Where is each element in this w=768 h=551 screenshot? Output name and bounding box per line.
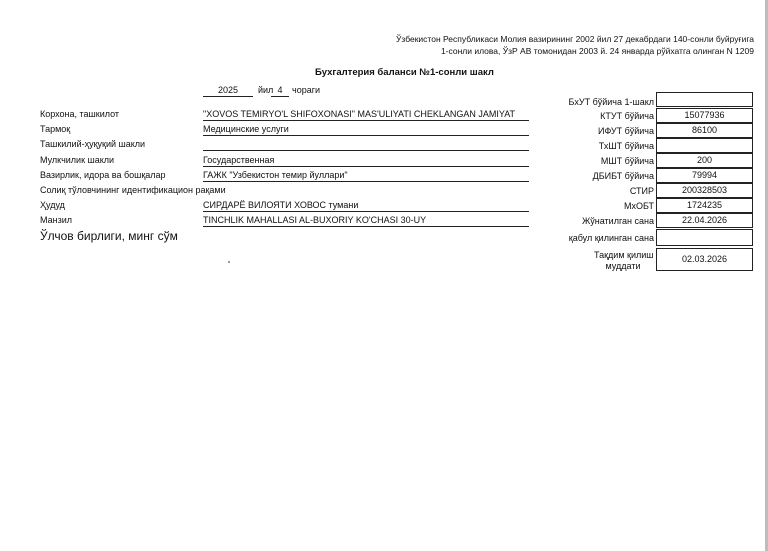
code-label-sent-date: Жўнатилган сана — [581, 216, 654, 226]
code-box-received-date — [656, 229, 753, 246]
code-label-received-date: қабул қилинган сана — [568, 233, 654, 243]
field-label-ownership: Мулкчилик шакли — [40, 155, 115, 165]
code-box-mxobt: 1724235 — [656, 198, 753, 213]
code-box-txsht — [656, 138, 753, 153]
field-label-legal-form: Ташкилий-ҳуқуқий шакли — [40, 139, 146, 149]
form-title: Бухгалтерия баланси №1-сонли шакл — [315, 67, 494, 78]
code-box-submission-date: 02.03.2026 — [656, 248, 753, 271]
field-value-ministry: ГАЖК "Узбекистон темир йуллари" — [203, 170, 529, 182]
period-quarter: 4 — [271, 85, 289, 97]
code-label-bxut: БхУТ бўйича 1-шакл — [568, 97, 654, 107]
code-label-dbibt: ДБИБТ бўйича — [592, 171, 654, 181]
scan-speck — [228, 261, 230, 263]
field-label-taxpayer-id: Солиқ тўловчининг идентификацион рақами — [40, 185, 226, 195]
field-value-legal-form — [203, 139, 529, 151]
code-label-stir: СТИР — [629, 186, 654, 196]
field-label-address: Манзил — [40, 215, 72, 225]
code-label-ifut: ИФУТ бўйича — [597, 126, 654, 136]
period-year: 2025 — [203, 85, 253, 97]
regulation-line-2: 1-сонли илова, ЎзР АВ томонидан 2003 й. 24 январда рўйхатга олинган N 1209 — [440, 46, 754, 56]
code-label-txsht: ТхШТ бўйича — [598, 141, 654, 151]
submission-label-line-2: муддати — [605, 261, 641, 271]
field-label-ministry: Вазирлик, идора ва бошқалар — [40, 170, 166, 180]
field-value-organization: "XOVOS TEMIRYO'L SHIFOXONASI" MAS'ULIYATI CHEKLANGAN JAMIYAT — [203, 109, 529, 121]
code-box-ifut: 86100 — [656, 123, 753, 138]
field-value-address: TINCHLIK MAHALLASI AL-BUXORIY KO'CHASI 30-UY — [203, 215, 529, 227]
field-label-organization: Корхона, ташкилот — [40, 109, 120, 119]
field-value-industry: Медицинские услуги — [203, 124, 529, 136]
code-label-ktut: КТУТ бўйича — [600, 111, 654, 121]
regulation-line-1: Ўзбекистон Республикаси Молия вазирининг 2002 йил 27 декабрдаги 140-сонли буйруғига — [396, 34, 754, 44]
period-quarter-suffix: чораги — [292, 85, 321, 95]
field-label-region: Ҳудуд — [40, 200, 65, 210]
field-value-region: СИРДАРЁ ВИЛОЯТИ ХОВОС тумани — [203, 200, 529, 212]
field-value-ownership: Государственная — [203, 155, 529, 167]
code-box-bxut — [656, 92, 753, 107]
code-box-stir: 200328503 — [656, 183, 753, 198]
code-box-dbibt: 79994 — [656, 168, 753, 183]
submission-label-line-1: Тақдим қилиш — [594, 250, 654, 260]
period-year-suffix: йил — [258, 85, 274, 95]
code-box-ktut: 15077936 — [656, 108, 753, 123]
code-box-msht: 200 — [656, 153, 753, 168]
field-label-industry: Тармоқ — [40, 124, 71, 134]
units-label: Ўлчов бирлиги, минг сўм — [40, 229, 178, 243]
code-label-mxobt: МхОБТ — [624, 201, 654, 211]
code-box-sent-date: 22.04.2026 — [656, 213, 753, 228]
code-label-msht: МШТ бўйича — [600, 156, 654, 166]
